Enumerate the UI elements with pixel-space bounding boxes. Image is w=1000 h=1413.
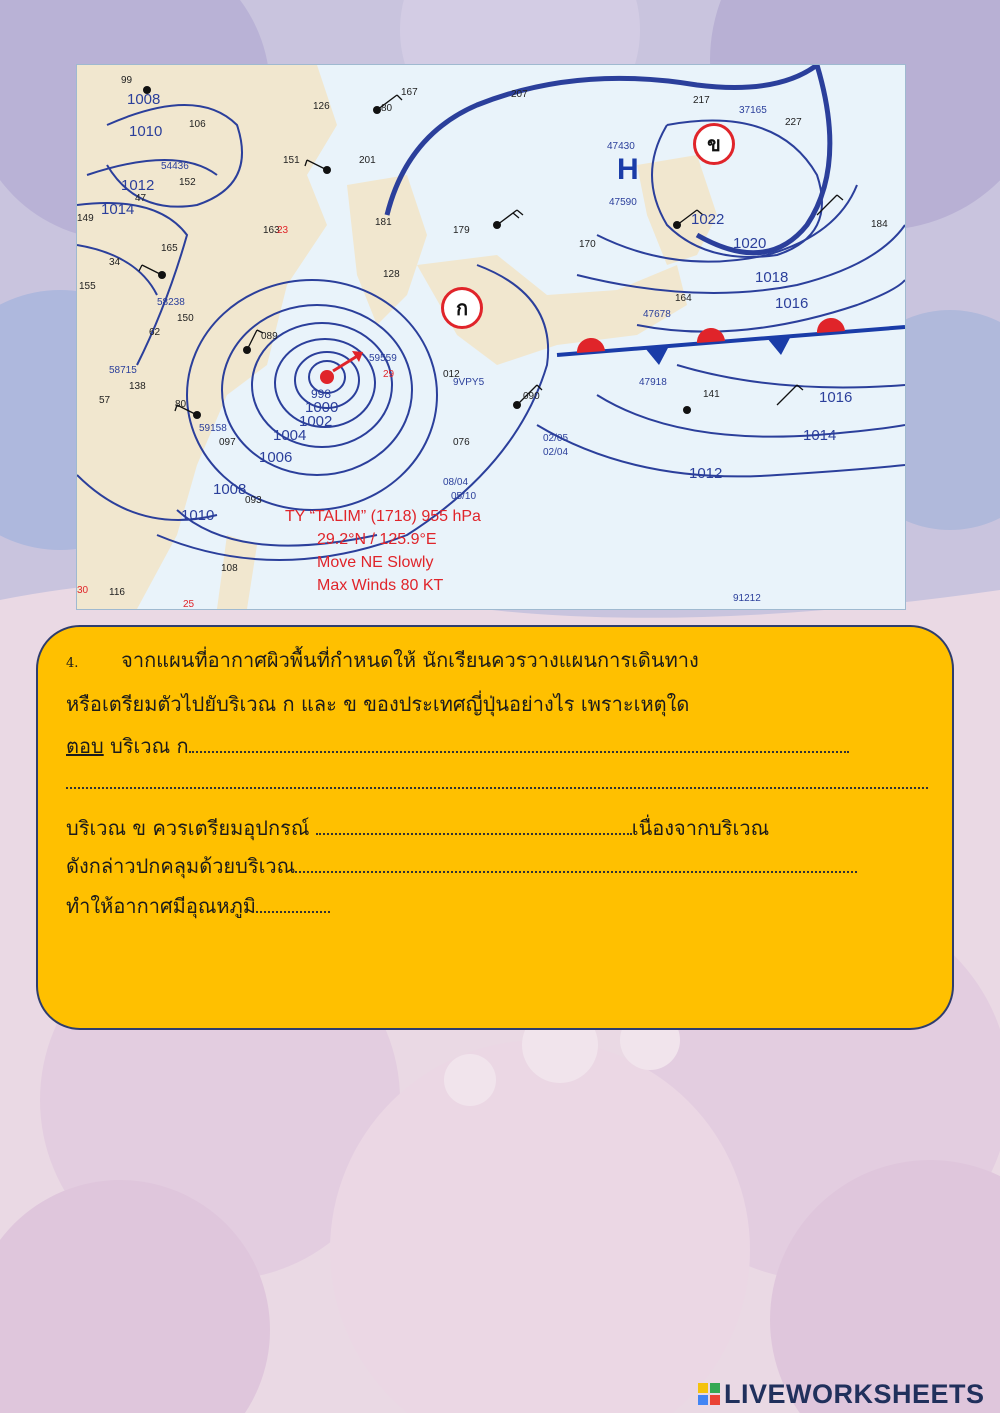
typhoon-movement: Move NE Slowly [317, 554, 434, 571]
station-reading: 23 [277, 225, 289, 236]
question-number: 4. [66, 656, 79, 671]
isobar-label: 1020 [733, 235, 767, 252]
station-reading: 58238 [157, 297, 185, 308]
station-reading: 150 [177, 313, 194, 324]
isobar-label: 1022 [691, 211, 725, 228]
answer-line-a-continued [66, 770, 928, 794]
region-b-marker: ข [693, 123, 735, 165]
isobar-label: 1016 [819, 389, 853, 406]
high-pressure-symbol: H [617, 153, 639, 186]
equipment-blank[interactable] [316, 819, 632, 835]
station-reading: 34 [109, 257, 121, 268]
station-reading: 08/04 [443, 477, 469, 488]
station-reading: 090 [523, 391, 540, 402]
station-reading: 170 [579, 239, 596, 250]
isobar-label: 1018 [755, 269, 789, 286]
isobar-label: 1008 [213, 481, 247, 498]
station-reading: 80 [175, 399, 187, 410]
station-reading: 128 [383, 269, 400, 280]
station-reading: 076 [453, 437, 470, 448]
typhoon-name: TY “TALIM” (1718) 955 hPa [285, 508, 481, 525]
station-reading: 05/10 [451, 491, 477, 502]
station-reading: 99 [121, 75, 133, 86]
station-reading: 089 [261, 331, 278, 342]
station-reading: 138 [129, 381, 146, 392]
answer-a-blank-2[interactable] [66, 773, 928, 789]
station-reading: 126 [313, 101, 330, 112]
station-reading: 62 [149, 327, 161, 338]
temperature-blank[interactable] [256, 897, 330, 913]
station-reading: 181 [375, 217, 392, 228]
station-reading: 108 [221, 563, 238, 574]
station-reading: 201 [359, 155, 376, 166]
station-reading: 163 [263, 225, 280, 236]
station-reading: 02/04 [543, 447, 569, 458]
station-reading: 91212 [733, 593, 761, 604]
station-reading: 58715 [109, 365, 137, 376]
weather-map [76, 64, 906, 610]
question-text-2: หรือเตรียมตัวไปยับริเวณ ก และ ข ของประเทศญี่ปุ่นอย่างไร เพราะเหตุใด [66, 692, 690, 716]
isobar-label: 1000 [305, 399, 339, 416]
covered-by-label: ดังกล่าวปกคลุมด้วยบริเวณ [66, 854, 296, 878]
station-reading: 179 [453, 225, 470, 236]
isobar-label: 1006 [259, 449, 293, 466]
isobar-label: 1008 [127, 91, 161, 108]
station-reading: 59158 [199, 423, 227, 434]
station-reading: 29 [383, 369, 395, 380]
station-reading: 164 [675, 293, 692, 304]
isobar-label: 1012 [121, 177, 155, 194]
station-reading: 227 [785, 117, 802, 128]
temperature-label: ทำให้อากาศมีอุณหภูมิ [66, 894, 256, 918]
isobar-label: 1010 [129, 123, 163, 140]
liveworksheets-logo [698, 1378, 985, 1410]
station-reading: 184 [871, 219, 888, 230]
station-reading: 57 [99, 395, 111, 406]
station-reading: 80 [381, 103, 393, 114]
isobar-label: 1014 [101, 201, 135, 218]
station-reading: 217 [693, 95, 710, 106]
station-reading: 149 [77, 213, 94, 224]
station-reading: 47918 [639, 377, 667, 388]
area-b-reason: เนื่องจากบริเวณ [631, 816, 770, 840]
typhoon-max-winds: Max Winds 80 KT [317, 577, 444, 594]
map-drawing [77, 65, 905, 609]
station-reading: 093 [245, 495, 262, 506]
isobar-label: 1010 [181, 507, 215, 524]
typhoon-info [285, 505, 481, 597]
station-reading: 165 [161, 243, 178, 254]
region-a-marker: ก [441, 287, 483, 329]
answer-label: ตอบ [66, 734, 104, 758]
station-reading: 012 [443, 369, 460, 380]
answer-line-temperature [66, 890, 330, 922]
answer-line-covered [66, 850, 857, 882]
isobar-label: 1002 [299, 413, 333, 430]
station-reading: 152 [179, 177, 196, 188]
answer-a-blank[interactable] [189, 737, 849, 753]
station-reading: 097 [219, 437, 236, 448]
question-line-1 [66, 644, 699, 676]
station-reading: 59559 [369, 353, 397, 364]
station-reading: 155 [79, 281, 96, 292]
isobar-label: 1012 [689, 465, 723, 482]
station-reading: 141 [703, 389, 720, 400]
question-text-1: จากแผนที่อากาศผิวพื้นที่กำหนดให้ นักเรียนควรวางแผนการเดินทาง [121, 648, 699, 672]
station-reading: 116 [109, 587, 125, 598]
station-reading: 25 [183, 599, 195, 610]
isobar-label: 1014 [803, 427, 837, 444]
station-reading: 47 [135, 193, 147, 204]
station-reading: 151 [283, 155, 300, 166]
station-reading: 106 [189, 119, 206, 130]
area-a-label: บริเวณ ก [110, 734, 189, 758]
isobar-label: 998 [311, 387, 332, 401]
station-reading: 47678 [643, 309, 671, 320]
station-reading: 37165 [739, 105, 767, 116]
station-reading: 167 [401, 87, 418, 98]
isobar-label: 1016 [775, 295, 809, 312]
station-reading: 02/05 [543, 433, 569, 444]
station-reading: 207 [511, 89, 528, 100]
station-reading: 54436 [161, 161, 189, 172]
covered-by-blank[interactable] [295, 857, 857, 873]
typhoon-position: 29.2°N / 125.9°E [317, 531, 437, 548]
station-reading: 47590 [609, 197, 637, 208]
answer-line-b [66, 812, 769, 844]
station-reading: 47430 [607, 141, 635, 152]
isobar-label: 1004 [273, 427, 307, 444]
station-reading: 9VPY5 [453, 377, 485, 388]
logo-text: LIVEWORKSHEETS [724, 1378, 985, 1409]
answer-line-a [66, 730, 849, 762]
station-reading: 30 [77, 585, 89, 596]
area-b-label: บริเวณ ข ควรเตรียมอุปกรณ์ [66, 816, 310, 840]
logo-icon [698, 1383, 720, 1405]
